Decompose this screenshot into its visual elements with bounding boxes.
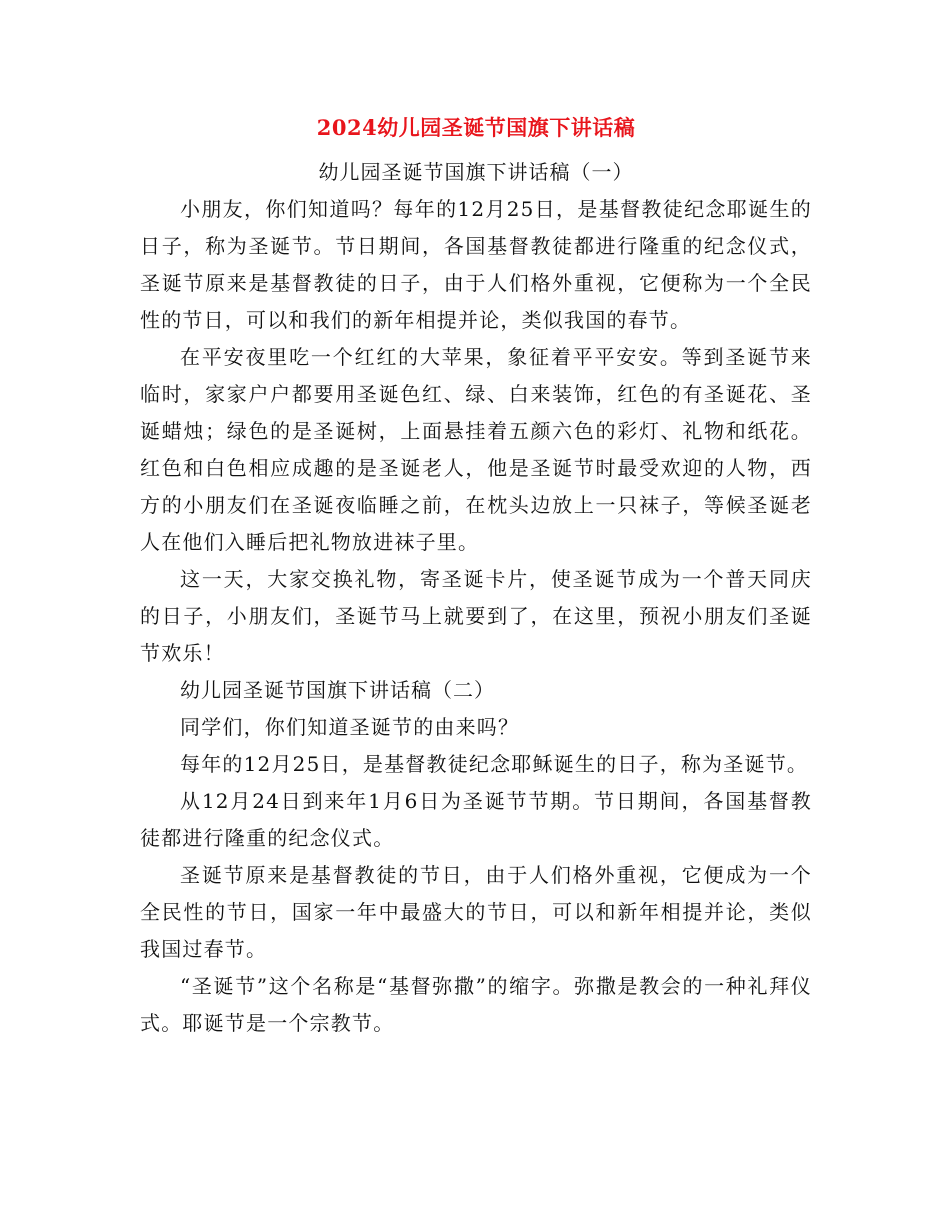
paragraph: 同学们，你们知道圣诞节的由来吗？ (180, 715, 520, 739)
document-page (140, 108, 812, 1042)
paragraph: 圣诞节原来是基督教徒的节日，由于人们格外重视，它便成为一个全民性的节日，国家一年中最盛大的节日，可以和新年相提并论，类似我国过春节。 (140, 863, 812, 961)
paragraph: 从12月24日到来年1月6日为圣诞节节期。节日期间，各国基督教徒都进行隆重的纪念仪式。 (140, 789, 812, 850)
paragraph: 每年的12月25日，是基督教徒纪念耶稣诞生的日子，称为圣诞节。 (180, 752, 809, 776)
paragraph: 在平安夜里吃一个红红的大苹果，象征着平平安安。等到圣诞节来临时，家家户户都要用圣诞色红、绿、白来装饰，红色的有圣诞花、圣诞蜡烛；绿色的是圣诞树，上面悬挂着五颜六色的彩灯、礼物和纸花。红色和白色相应成趣的是圣诞老人，他是圣诞节时最受欢迎的人物，西方的小朋友们在圣诞夜临睡之前，在枕头边放上一只袜子，等候圣诞老人在他们入睡后把礼物放进袜子里。 (140, 345, 812, 554)
section-2-heading: 幼儿园圣诞节国旗下讲话稿（二） (180, 678, 495, 702)
document-title: 2024幼儿园圣诞节国旗下讲话稿 (316, 115, 636, 140)
section-1-heading: 幼儿园圣诞节国旗下讲话稿（一） (318, 160, 634, 184)
paragraph: “圣诞节”这个名称是“基督弥撒”的缩字。弥撒是教会的一种礼拜仪式。耶诞节是一个宗教节。 (140, 974, 812, 1035)
paragraph: 小朋友，你们知道吗？每年的12月25日，是基督教徒纪念耶诞生的日子，称为圣诞节。节日期间，各国基督教徒都进行隆重的纪念仪式，圣诞节原来是基督教徒的日子，由于人们格外重视，它便称为一个全民性的节日，可以和我们的新年相提并论，类似我国的春节。 (140, 197, 812, 332)
paragraph: 这一天，大家交换礼物，寄圣诞卡片，使圣诞节成为一个普天同庆的日子，小朋友们，圣诞节马上就要到了，在这里，预祝小朋友们圣诞节欢乐！ (140, 567, 812, 665)
